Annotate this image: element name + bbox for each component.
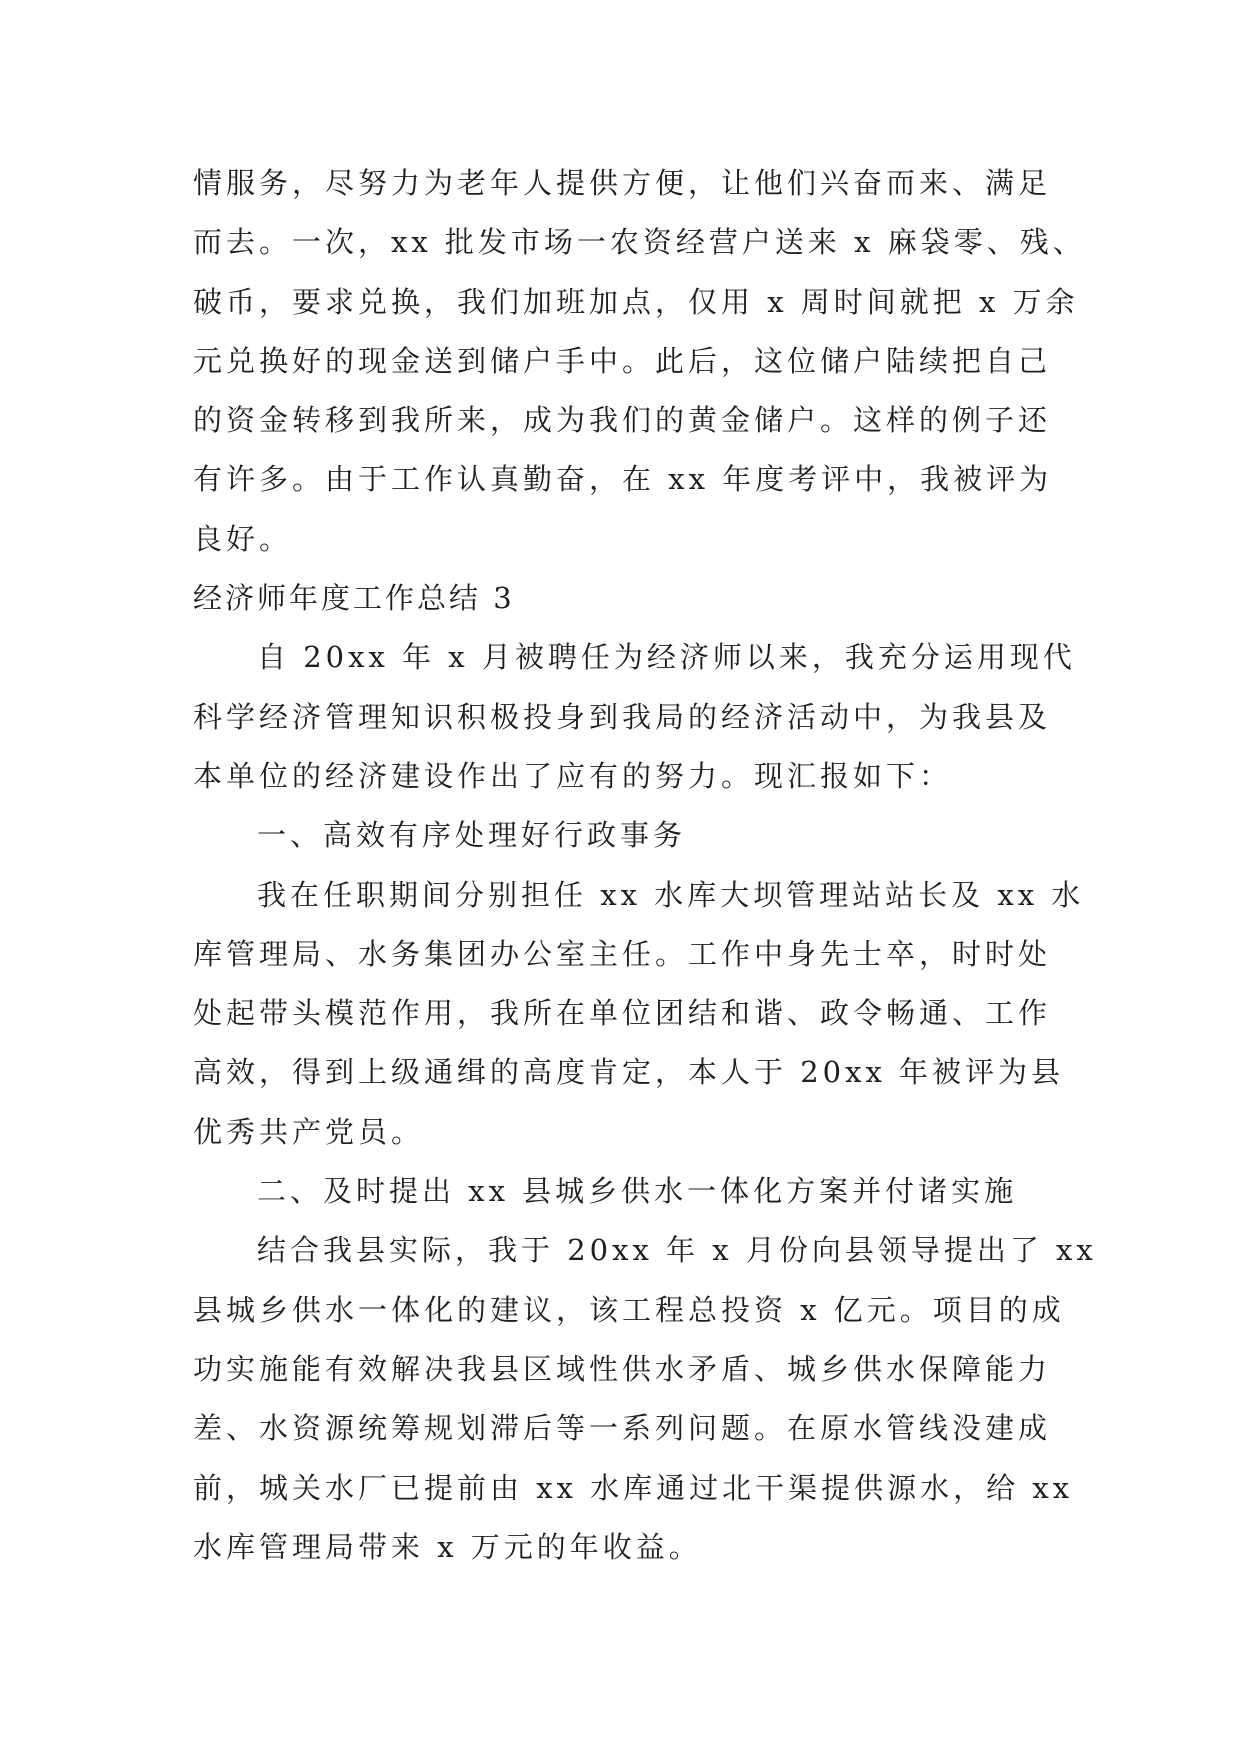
intro-line: 自 20xx 年 x 月被聘任为经济师以来，我充分运用现代: [257, 640, 1076, 675]
body-line: 破币，要求兑换，我们加班加点，仅用 x 周时间就把 x 万余: [193, 284, 1079, 319]
intro-line: 科学经济管理知识积极投身到我局的经济活动中，为我县及: [193, 699, 1052, 734]
paragraph-2-line: 功实施能有效解决我县区域性供水矛盾、城乡供水保障能力: [193, 1351, 1052, 1386]
paragraph-1-line: 高效，得到上级通缉的高度肯定，本人于 20xx 年被评为县: [193, 1055, 1065, 1090]
paragraph-2-line: 结合我县实际，我于 20xx 年 x 月份向县领导提出了 xx: [257, 1233, 1097, 1268]
heading-2: 二、及时提出 xx 县城乡供水一体化方案并付诸实施: [257, 1174, 1018, 1209]
paragraph-1-line: 处起带头模范作用，我所在单位团结和谐、政令畅通、工作: [193, 996, 1052, 1031]
intro-line: 本单位的经济建设作出了应有的努力。现汇报如下：: [193, 758, 953, 793]
document-body: [193, 154, 1097, 1577]
paragraph-2-line: 县城乡供水一体化的建议，该工程总投资 x 亿元。项目的成: [193, 1292, 1065, 1327]
paragraph-1-line: 库管理局、水务集团办公室主任。工作中身先士卒，时时处: [193, 936, 1052, 971]
section-title: 经济师年度工作总结 3: [193, 581, 515, 616]
body-line: 情服务，尽努力为老年人提供方便，让他们兴奋而来、满足: [193, 166, 1052, 200]
paragraph-2-line: 前，城关水厂已提前由 xx 水库通过北干渠提供源水，给 xx: [193, 1470, 1074, 1505]
body-line: 良好。: [193, 521, 293, 556]
paragraph-1-line: 优秀共产党员。: [193, 1114, 425, 1149]
body-line: 元兑换好的现金送到储户手中。此后，这位储户陆续把自己: [193, 343, 1052, 378]
paragraph-2-line: 水库管理局带来 x 万元的年收益。: [193, 1529, 702, 1564]
paragraph-2-line: 差、水资源统筹规划滞后等一系列问题。在原水管线没建成: [193, 1411, 1052, 1446]
paragraph-1-line: 我在任职期间分别担任 xx 水库大坝管理站站长及 xx 水: [257, 877, 1085, 912]
body-line: 而去。一次，xx 批发市场一农资经营户送来 x 麻袋零、残、: [193, 225, 1086, 260]
body-line: 有许多。由于工作认真勤奋，在 xx 年度考评中，我被评为: [193, 462, 1053, 497]
body-line: 的资金转移到我所来，成为我们的黄金储户。这样的例子还: [193, 403, 1052, 438]
heading-1: 一、高效有序处理好行政事务: [257, 818, 687, 853]
